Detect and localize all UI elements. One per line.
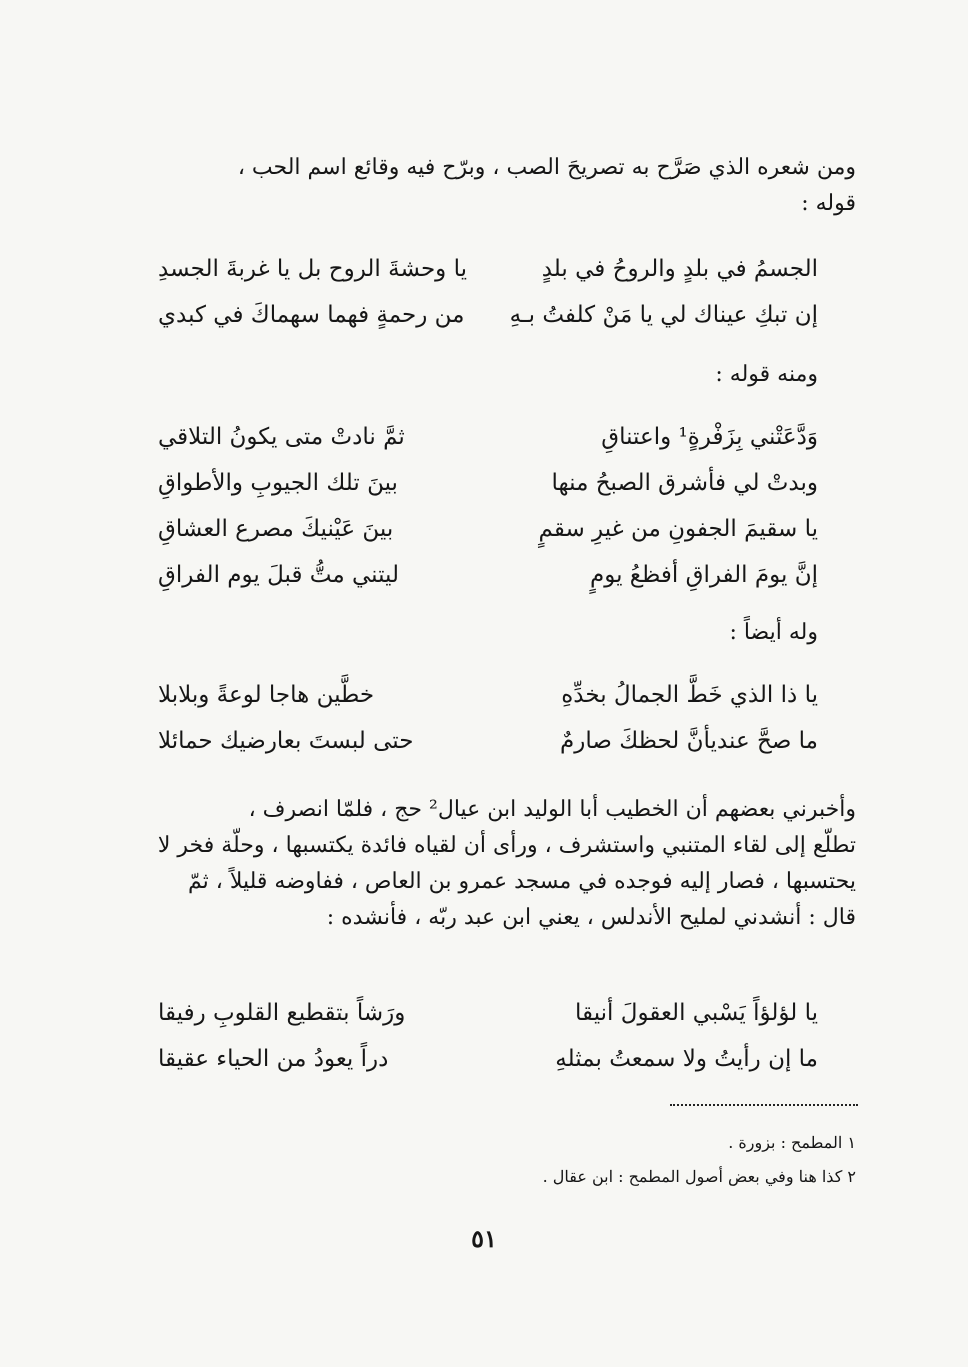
prose-line-4: قال : أنشدني لمليح الأندلس ، يعني ابن عبد ربّه ، فأنشده : <box>326 905 856 930</box>
verse-line <box>158 718 818 764</box>
poem-3 <box>158 672 818 764</box>
verse-first-hemistich: إن تبكِ عيناك لي يا مَنْ كلفتُ بـهِ <box>509 302 818 328</box>
verse-line <box>158 1036 818 1082</box>
verse-line <box>158 292 818 338</box>
verse-second-hemistich: ورَشاً بتقطيع القلوبِ رفيقا <box>158 1000 406 1026</box>
verse-first-hemistich: ما صحَّ عنديأنَّ لحظكَ صارمٌ <box>560 728 818 754</box>
verse-line <box>158 414 818 460</box>
verse-line <box>158 506 818 552</box>
prose-line-2: تطلّع إلى لقاء المتنبي واستشرف ، ورأى أن لقياه فائدة يكتسبها ، وحلّة فخر لا <box>157 833 856 858</box>
prose-paragraph <box>148 792 856 936</box>
footnote-1: ١ المطمح : بزورة . <box>728 1133 856 1152</box>
verse-first-hemistich: إنَّ يومَ الفراقِ أفظعُ يومٍ <box>589 562 818 588</box>
verse-second-hemistich: حتى لبستَ بعارضيك حمائلا <box>158 728 414 754</box>
poem-1 <box>158 246 818 338</box>
verse-line <box>158 672 818 718</box>
poem-4 <box>158 990 818 1082</box>
prose-line-1: وأخبرني بعضهم أن الخطيب أبا الوليد ابن عيال² حج ، فلمّا انصرف ، <box>248 797 856 822</box>
verse-second-hemistich: يا وحشةَ الروح بل يا غربةَ الجسدِ <box>158 256 468 282</box>
verse-first-hemistich: يا لؤلؤاً يَسْبي العقولَ أنيقا <box>575 1000 818 1026</box>
verse-first-hemistich: وَدَّعَتْني بِزَفْرةٍ¹ واعتناقِ <box>601 424 818 450</box>
verse-first-hemistich: يا سقيمَ الجفونِ من غيرِ سقمٍ <box>538 516 818 542</box>
verse-line <box>158 990 818 1036</box>
verse-second-hemistich: ثمَّ نادتْ متى يكونُ التلاقي <box>158 424 405 450</box>
verse-first-hemistich: وبدتْ لي فأشرق الصبحُ منها <box>551 470 818 496</box>
intro-line-1: ومن شعره الذي صَرَّح به تصريحَ الصب ، وبرّح فيه وقائع اسم الحب ، <box>237 155 856 180</box>
verse-line <box>158 246 818 292</box>
verse-first-hemistich: ما إن رأيتُ ولا سمعتُ بمثلهِ <box>555 1046 818 1072</box>
prose-line-3: يحتسبها ، فصار إليه فوجده في مسجد عمرو بن العاص ، ففاوضه قليلاً ، ثمّ <box>187 869 856 894</box>
verse-second-hemistich: دراً يعودُ من الحياء عقيقا <box>158 1046 389 1072</box>
verse-second-hemistich: ليتني متُّ قبلَ يوم الفراقِ <box>158 562 399 588</box>
section-heading-2: ومنه قوله : <box>715 362 818 387</box>
verse-second-hemistich: من رحمةٍ فهما سهماكَ في كبدي <box>158 302 465 328</box>
verse-first-hemistich: الجسمُ في بلدٍ والروحُ في بلدٍ <box>541 256 818 282</box>
intro-line-2: قوله : <box>801 191 856 216</box>
verse-first-hemistich: يا ذا الذي خَطَّ الجمالُ بخدِّهِ <box>561 682 818 708</box>
verse-line <box>158 552 818 598</box>
poem-2 <box>158 414 818 598</box>
intro-paragraph <box>148 150 856 222</box>
verse-line <box>158 460 818 506</box>
verse-second-hemistich: بينَ عَيْنيكَ مصرع العشاقِ <box>158 516 394 542</box>
verse-second-hemistich: بينَ تلك الجيوبِ والأطواقِ <box>158 470 398 496</box>
verse-second-hemistich: خطَّين هاجا لوعةً وبلابلا <box>158 682 375 708</box>
footnote-separator <box>670 1104 858 1106</box>
footnote-2: ٢ كذا هنا وفي بعض أصول المطمح : ابن عقال . <box>542 1167 856 1186</box>
section-heading-3: وله أيضاً : <box>729 620 818 645</box>
page-number: ٥١ <box>471 1224 497 1253</box>
